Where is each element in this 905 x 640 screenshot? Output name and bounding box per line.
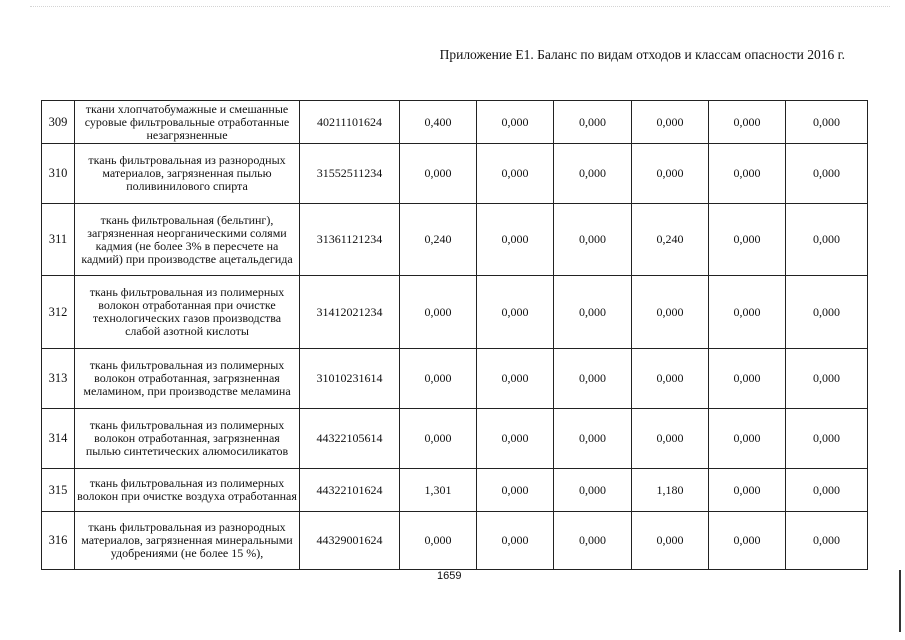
page-title: Приложение Е1. Баланс по видам отходов и классам опасности 2016 г. bbox=[439, 47, 845, 62]
row-number: 315 bbox=[42, 469, 75, 512]
waste-name: ткань фильтровальная из полимерных волокон отработанная, загрязненная пылью синтетических алюмосиликатов bbox=[75, 409, 300, 469]
value-cell: 0,000 bbox=[786, 349, 868, 409]
value-cell: 1,301 bbox=[400, 469, 477, 512]
value-cell: 0,000 bbox=[400, 512, 477, 570]
waste-code: 44322101624 bbox=[300, 469, 400, 512]
row-number: 309 bbox=[42, 101, 75, 144]
value-cell: 0,000 bbox=[554, 512, 632, 570]
row-number: 314 bbox=[42, 409, 75, 469]
table-row bbox=[42, 512, 868, 570]
table-row bbox=[42, 144, 868, 204]
table-row bbox=[42, 349, 868, 409]
value-cell: 0,000 bbox=[400, 349, 477, 409]
value-cell: 0,000 bbox=[477, 101, 554, 144]
scan-edge-mark bbox=[899, 570, 901, 632]
waste-code: 31552511234 bbox=[300, 144, 400, 204]
value-cell: 0,000 bbox=[477, 144, 554, 204]
value-cell: 0,000 bbox=[709, 204, 786, 276]
waste-name: ткани хлопчатобумажные и смешанные суровые фильтровальные отработанные незагрязненные bbox=[75, 101, 300, 144]
value-cell: 0,000 bbox=[632, 144, 709, 204]
value-cell: 0,000 bbox=[709, 144, 786, 204]
value-cell: 0,000 bbox=[400, 144, 477, 204]
waste-name: ткань фильтровальная из разнородных материалов, загрязненная минеральными удобрениями (не более 15 %), bbox=[75, 512, 300, 570]
table-row bbox=[42, 469, 868, 512]
value-cell: 0,240 bbox=[400, 204, 477, 276]
value-cell: 0,400 bbox=[400, 101, 477, 144]
waste-balance-table bbox=[41, 100, 868, 570]
value-cell: 0,000 bbox=[786, 101, 868, 144]
value-cell: 0,000 bbox=[477, 349, 554, 409]
value-cell: 1,180 bbox=[632, 469, 709, 512]
value-cell: 0,000 bbox=[477, 512, 554, 570]
value-cell: 0,000 bbox=[786, 469, 868, 512]
value-cell: 0,000 bbox=[632, 409, 709, 469]
value-cell: 0,000 bbox=[554, 469, 632, 512]
value-cell: 0,000 bbox=[554, 101, 632, 144]
value-cell: 0,000 bbox=[554, 276, 632, 349]
value-cell: 0,000 bbox=[709, 512, 786, 570]
value-cell: 0,000 bbox=[709, 276, 786, 349]
waste-name: ткань фильтровальная (бельтинг), загрязненная неорганическими солями кадмия (не более 3% в пересчете на кадмий) при производстве ацетальдегида bbox=[75, 204, 300, 276]
value-cell: 0,000 bbox=[632, 101, 709, 144]
value-cell: 0,000 bbox=[709, 349, 786, 409]
waste-name: ткань фильтровальная из разнородных материалов, загрязненная пылью поливинилового спирта bbox=[75, 144, 300, 204]
value-cell: 0,000 bbox=[400, 276, 477, 349]
value-cell: 0,000 bbox=[400, 409, 477, 469]
row-number: 311 bbox=[42, 204, 75, 276]
value-cell: 0,000 bbox=[786, 512, 868, 570]
value-cell: 0,000 bbox=[786, 276, 868, 349]
waste-code: 40211101624 bbox=[300, 101, 400, 144]
waste-code: 31361121234 bbox=[300, 204, 400, 276]
row-number: 310 bbox=[42, 144, 75, 204]
table-row bbox=[42, 101, 868, 144]
value-cell: 0,000 bbox=[477, 409, 554, 469]
row-number: 316 bbox=[42, 512, 75, 570]
value-cell: 0,000 bbox=[709, 101, 786, 144]
value-cell: 0,000 bbox=[477, 204, 554, 276]
value-cell: 0,000 bbox=[632, 512, 709, 570]
waste-name: ткань фильтровальная из полимерных волокон отработанная при очистке технологических газов производства слабой азотной кислоты bbox=[75, 276, 300, 349]
value-cell: 0,000 bbox=[554, 409, 632, 469]
row-number: 313 bbox=[42, 349, 75, 409]
value-cell: 0,000 bbox=[554, 204, 632, 276]
value-cell: 0,000 bbox=[632, 349, 709, 409]
page-number: 1659 bbox=[437, 570, 462, 582]
waste-code: 31010231614 bbox=[300, 349, 400, 409]
value-cell: 0,000 bbox=[786, 409, 868, 469]
waste-code: 44329001624 bbox=[300, 512, 400, 570]
scan-artifact-line bbox=[30, 6, 890, 9]
value-cell: 0,000 bbox=[554, 144, 632, 204]
value-cell: 0,000 bbox=[786, 204, 868, 276]
table-row bbox=[42, 276, 868, 349]
waste-name: ткань фильтровальная из полимерных волокон отработанная, загрязненная меламином, при производстве меламина bbox=[75, 349, 300, 409]
waste-name: ткань фильтровальная из полимерных волокон при очистке воздуха отработанная bbox=[75, 469, 300, 512]
value-cell: 0,000 bbox=[477, 276, 554, 349]
value-cell: 0,000 bbox=[709, 409, 786, 469]
table-row bbox=[42, 409, 868, 469]
value-cell: 0,000 bbox=[709, 469, 786, 512]
waste-code: 31412021234 bbox=[300, 276, 400, 349]
value-cell: 0,240 bbox=[632, 204, 709, 276]
row-number: 312 bbox=[42, 276, 75, 349]
table-row bbox=[42, 204, 868, 276]
value-cell: 0,000 bbox=[554, 349, 632, 409]
value-cell: 0,000 bbox=[632, 276, 709, 349]
waste-code: 44322105614 bbox=[300, 409, 400, 469]
value-cell: 0,000 bbox=[477, 469, 554, 512]
value-cell: 0,000 bbox=[786, 144, 868, 204]
